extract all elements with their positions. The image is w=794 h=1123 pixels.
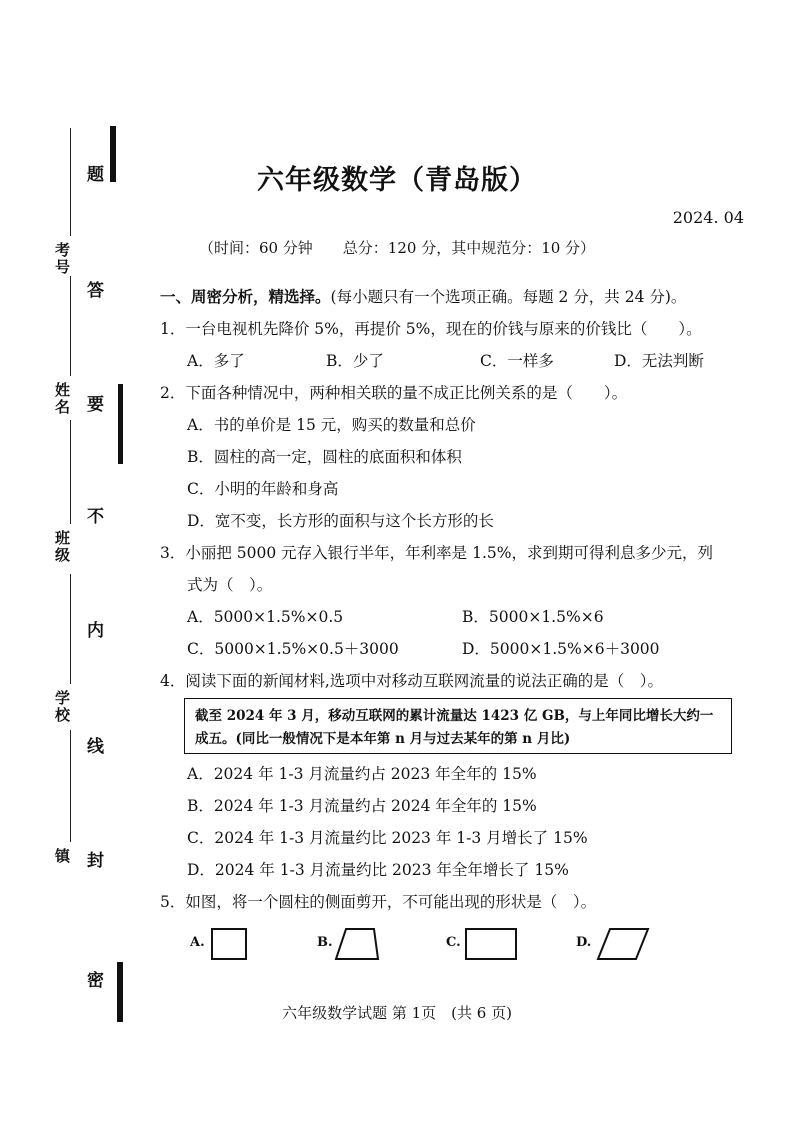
section-title: 一、周密分析，精选择。 [160,287,331,306]
rectangle-shape[interactable] [464,927,520,961]
exam-number-label: 考号 [53,242,71,276]
trapezoid-shape[interactable] [334,927,380,961]
q4-option-d[interactable]: D．2024 年 1-3 月流量约比 2023 年全年增长了 15% [187,861,569,879]
q2-option-d[interactable]: D．宽不变，长方形的面积与这个长方形的长 [187,512,494,530]
binding-mark [118,384,123,464]
seal-char: 密 [87,971,104,991]
rectangle-outline [466,929,516,959]
seal-char: 线 [87,737,104,757]
q1-option-c[interactable]: C．一样多 [480,352,554,370]
name-line [70,276,71,376]
page-footer: 六年级数学试题 第 1页 (共 6 页) [282,1004,512,1022]
q3-option-a[interactable]: A．5000×1.5%×0.5 [187,608,344,626]
exam-title: 六年级数学（青岛版） [257,165,537,196]
name-label: 姓名 [53,382,71,416]
section-heading [160,285,686,307]
question-3-stem: 3．小丽把 5000 元存入银行半年，年利率是 1.5%，求到期可得利息多少元，列 [160,544,713,562]
news-text-line-1: 截至 2024 年 3 月，移动互联网的累计流量达 1423 亿 GB，与上年同比增长大约一 [195,708,714,724]
school-line [70,574,71,684]
seal-char: 要 [87,395,104,415]
q2-option-a[interactable]: A．书的单价是 15 元，购买的数量和总价 [187,416,476,434]
section-instructions: (每小题只有一个选项正确。每题 2 分，共 24 分)。 [330,288,687,306]
question-2-stem: 2．下面各种情况中，两种相关联的量不成正比例关系的是（ ）。 [160,384,628,402]
seal-char: 不 [87,507,104,527]
q5-label-c: C. [446,935,461,950]
seal-char: 答 [87,281,104,301]
square-shape[interactable] [210,927,250,961]
town-label: 镇 [53,848,71,865]
q2-option-b[interactable]: B．圆柱的高一定，圆柱的底面积和体积 [187,448,462,466]
q5-label-a: A. [190,935,205,950]
q3-option-d[interactable]: D．5000×1.5%×6＋3000 [462,640,660,658]
class-line [70,420,71,524]
q3-option-c[interactable]: C．5000×1.5%×0.5＋3000 [187,640,399,658]
exam-date: 2024. 04 [672,208,744,227]
parallelogram-outline [598,929,648,959]
news-material-box [184,698,732,754]
q4-option-b[interactable]: B．2024 年 1-3 月流量约占 2024 年全年的 15% [187,797,537,815]
school-label: 学校 [53,690,71,724]
q1-option-d[interactable]: D．无法判断 [614,352,704,370]
q2-option-c[interactable]: C．小明的年龄和身高 [187,480,339,498]
question-4-stem: 4．阅读下面的新闻材料,选项中对移动互联网流量的说法正确的是（ ）。 [160,672,664,690]
town-line [70,730,71,842]
question-3-stem-cont: 式为（ ）。 [187,576,273,594]
seal-char: 封 [87,851,104,871]
q5-label-b: B. [317,935,333,950]
news-text-line-2: 成五。(同比一般情况下是本年第 n 月与过去某年的第 n 月比) [195,731,571,747]
exam-meta: （时间：60 分钟 总分：120 分，其中规范分：10 分） [198,239,596,257]
q4-option-a[interactable]: A．2024 年 1-3 月流量约占 2023 年全年的 15% [187,765,537,783]
question-5-stem: 5．如图，将一个圆柱的侧面剪开，不可能出现的形状是（ ）。 [160,893,597,911]
q1-option-b[interactable]: B．少了 [326,352,384,370]
parallelogram-shape[interactable] [596,927,652,961]
q3-option-b[interactable]: B．5000×1.5%×6 [462,608,604,626]
class-label: 班级 [53,530,71,564]
seal-char: 题 [87,165,104,185]
q4-option-c[interactable]: C．2024 年 1-3 月流量约比 2023 年 1-3 月增长了 15% [187,829,588,847]
question-1-stem: 1．一台电视机先降价 5%，再提价 5%，现在的价钱与原来的价钱比（ ）。 [160,320,702,338]
q1-option-a[interactable]: A．多了 [187,352,245,370]
square-outline [212,929,246,959]
trapezoid-outline [336,929,378,959]
seal-char: 内 [87,621,104,641]
q5-label-d: D. [576,935,592,950]
